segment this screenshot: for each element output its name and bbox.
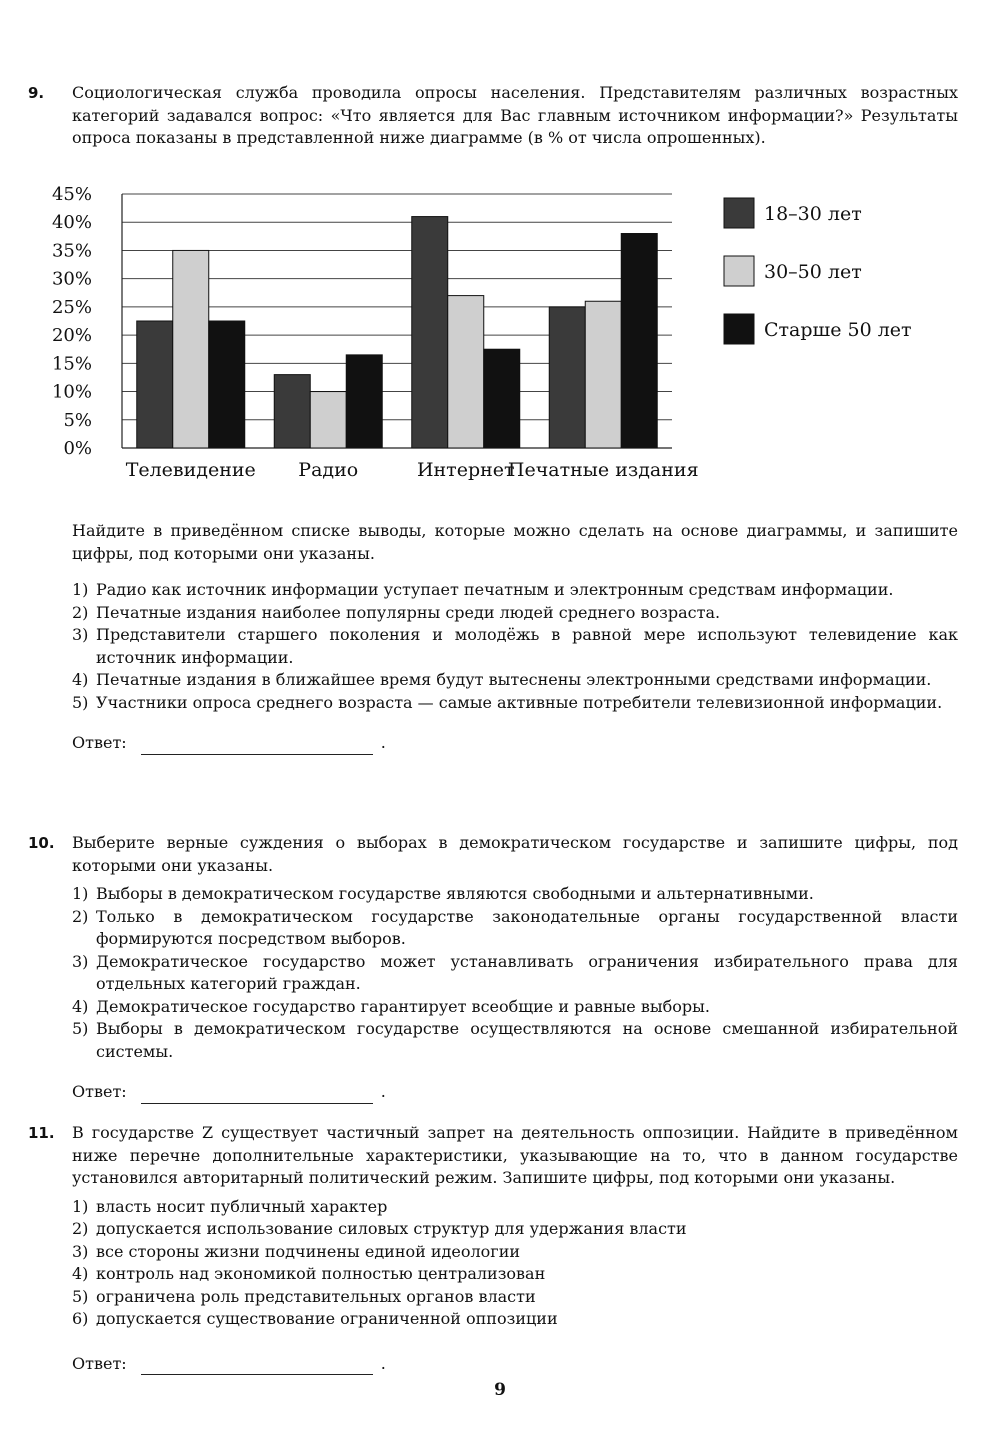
question-10	[28, 832, 958, 1104]
y-tick-label: 35%	[51, 240, 92, 262]
question-number: 9.	[28, 84, 45, 102]
bar	[412, 217, 448, 448]
legend-label: Старше 50 лет	[764, 319, 912, 341]
option-item: 6) допускается существование ограниченной оппозиции	[72, 1309, 558, 1328]
legend-label: 18–30 лет	[764, 203, 862, 225]
question-9	[28, 82, 958, 150]
y-tick-label: 30%	[51, 268, 92, 290]
y-tick-label: 25%	[51, 296, 92, 318]
bar	[448, 296, 484, 448]
x-tick-label: Интернет	[416, 459, 515, 481]
option-item: 3) Представители старшего поколения и молодёжь в равной мере используют телевидение как источник информации.	[72, 625, 958, 667]
x-tick-label: Печатные издания	[507, 459, 699, 481]
legend-swatch	[724, 198, 754, 228]
y-tick-label: 5%	[63, 409, 92, 431]
option-item: 5) ограничена роль представительных органов власти	[72, 1286, 536, 1306]
x-tick-label: Телевидение	[125, 459, 256, 481]
legend-swatch	[724, 256, 754, 286]
option-item: 3) все стороны жизни подчинены единой идеологии	[72, 1241, 521, 1261]
option-item: 1) Радио как источник информации уступает печатным и электронным средствам информации.	[72, 580, 894, 599]
option-item: 4) контроль над экономикой полностью централизован	[72, 1264, 546, 1283]
option-item: 5) Участники опроса среднего возраста — самые активные потребители телевизионной информации.	[72, 692, 943, 712]
answer-label: Ответ:	[72, 1082, 127, 1101]
answer-row: Ответ: .	[72, 1353, 958, 1376]
option-item: 4) Демократическое государство гарантирует всеобщие и равные выборы.	[72, 996, 710, 1016]
bar	[137, 321, 173, 448]
question-text: Социологическая служба проводила опросы населения. Представителям различных возрастных категорий задавался вопрос: «Что является для Вас главным источником информации?» Результаты опроса показаны в представленной ниже диаграмме (в % от числа опрошенных).	[72, 83, 958, 147]
question-number: 10.	[28, 834, 55, 852]
question-instruction: Найдите в приведённом списке выводы, которые можно сделать на основе диаграммы, и запишите цифры, под которыми они указаны.	[72, 521, 958, 563]
y-tick-label: 15%	[51, 353, 92, 375]
answer-field[interactable]	[141, 738, 373, 755]
answer-field[interactable]	[141, 1087, 373, 1104]
option-item: 2) Печатные издания наиболее популярны среди людей среднего возраста.	[72, 602, 721, 622]
options-list	[72, 579, 958, 714]
bar	[209, 321, 245, 448]
question-11	[28, 1122, 958, 1375]
options-list	[72, 1196, 958, 1331]
bar	[346, 355, 382, 448]
answer-field[interactable]	[141, 1358, 373, 1375]
y-tick-label: 0%	[63, 438, 92, 459]
bar	[310, 392, 346, 448]
legend-label: 30–50 лет	[764, 261, 862, 283]
option-item: 4) Печатные издания в ближайшее время будут вытеснены электронными средствами информации.	[72, 670, 932, 689]
y-tick-label: 10%	[51, 381, 92, 403]
question-text: Выберите верные суждения о выборах в демократическом государстве и запишите цифры, под которыми они указаны.	[72, 833, 958, 875]
bar	[585, 301, 621, 448]
x-tick-label: Радио	[298, 459, 359, 481]
bar	[274, 375, 310, 448]
answer-row: Ответ: .	[72, 1081, 958, 1104]
option-item: 3) Демократическое государство может устанавливать ограничения избирательного права для отдельных категорий граждан.	[72, 951, 958, 993]
bar-chart	[50, 180, 920, 490]
y-tick-label: 45%	[51, 184, 92, 205]
bar	[173, 250, 209, 448]
legend-swatch	[724, 314, 754, 344]
question-9-options	[28, 520, 958, 755]
option-item: 5) Выборы в демократическом государстве осуществляются на основе смешанной избирательной системы.	[72, 1019, 958, 1061]
bar	[484, 349, 520, 448]
answer-label: Ответ:	[72, 733, 127, 752]
answer-row: Ответ: .	[72, 732, 958, 755]
options-list	[72, 883, 958, 1063]
option-item: 1) власть носит публичный характер	[72, 1196, 388, 1216]
answer-label: Ответ:	[72, 1353, 127, 1373]
option-item: 2) допускается использование силовых структур для удержания власти	[72, 1219, 687, 1238]
option-item: 2) Только в демократическом государстве законодательные органы государственной власти формируются посредством выборов.	[72, 906, 958, 948]
y-tick-label: 20%	[51, 325, 92, 347]
bar	[549, 307, 585, 448]
option-item: 1) Выборы в демократическом государстве являются свободными и альтернативными.	[72, 884, 814, 903]
page-number: 9	[494, 1380, 506, 1400]
bar	[621, 234, 657, 448]
question-number: 11.	[28, 1124, 55, 1142]
y-tick-label: 40%	[51, 212, 92, 234]
question-text: В государстве Z существует частичный запрет на деятельность оппозиции. Найдите в приведённом ниже перечне дополнительные характеристики, указывающие на то, что в данном государстве установился авторитарный политический режим. Запишите цифры, под которыми они указаны.	[72, 1123, 958, 1187]
